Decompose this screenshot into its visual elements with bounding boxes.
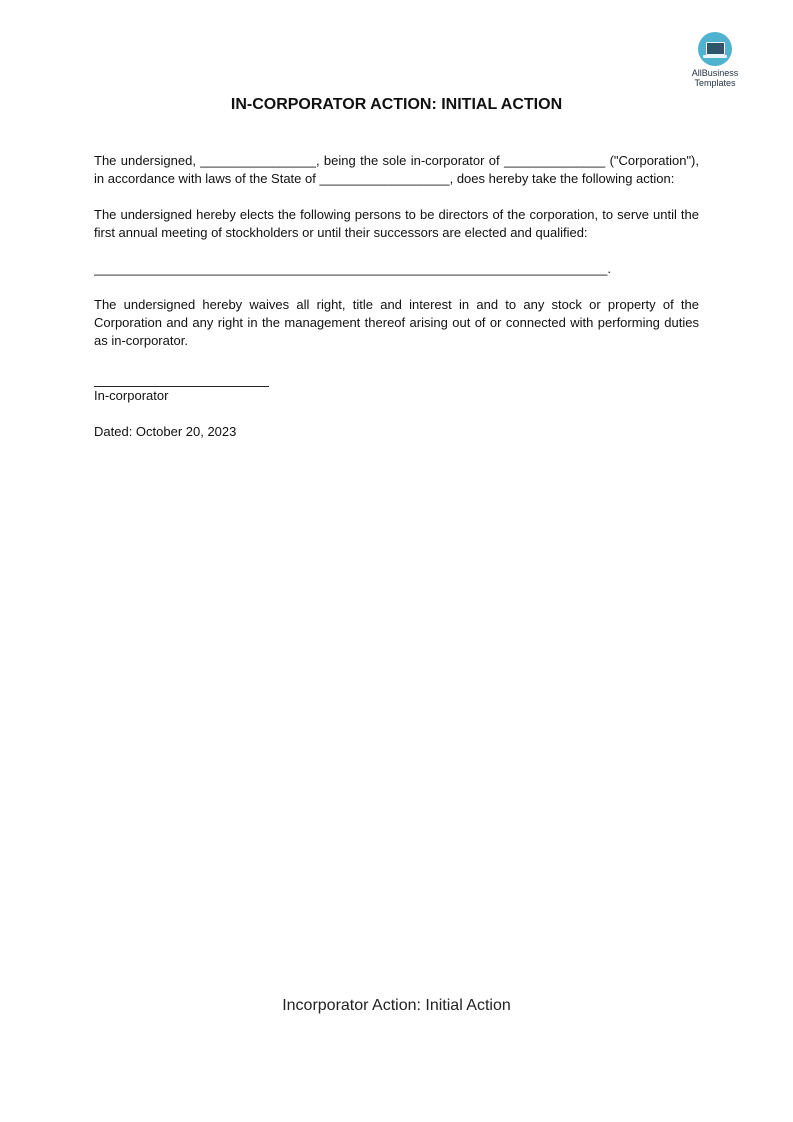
brand-logo bbox=[682, 32, 748, 88]
paragraph-directors: The undersigned hereby elects the following persons to be directors of the corporation, to serve until the first annual meeting of stockholders or until their successors are elected and qualified: bbox=[94, 207, 699, 240]
logo-line-1: AllBusiness bbox=[691, 68, 739, 78]
signature-line bbox=[94, 368, 269, 387]
logo-text bbox=[682, 68, 748, 88]
dated-line: Dated: October 20, 2023 bbox=[94, 424, 237, 439]
signature-label: In-corporator bbox=[94, 388, 169, 403]
logo-line-2: Templates bbox=[694, 78, 736, 88]
page-footer: Incorporator Action: Initial Action bbox=[282, 997, 511, 1014]
directors-blank-line: _______________________________________________________________________. bbox=[94, 261, 611, 276]
document-body bbox=[94, 152, 699, 441]
paragraph-waiver: The undersigned hereby waives all right, title and interest in and to any stock or property of the Corporation and any right in the management thereof arising out of or connected with performing duties as in-corporator. bbox=[94, 297, 699, 348]
laptop-icon bbox=[698, 32, 732, 66]
paragraph-incorporator: The undersigned, ________________, being the sole in-corporator of ______________ ("Corporation"), in accordance with laws of the State of __________________, does hereby take the following action: bbox=[94, 153, 699, 186]
document-title: IN-CORPORATOR ACTION: INITIAL ACTION bbox=[230, 96, 563, 113]
